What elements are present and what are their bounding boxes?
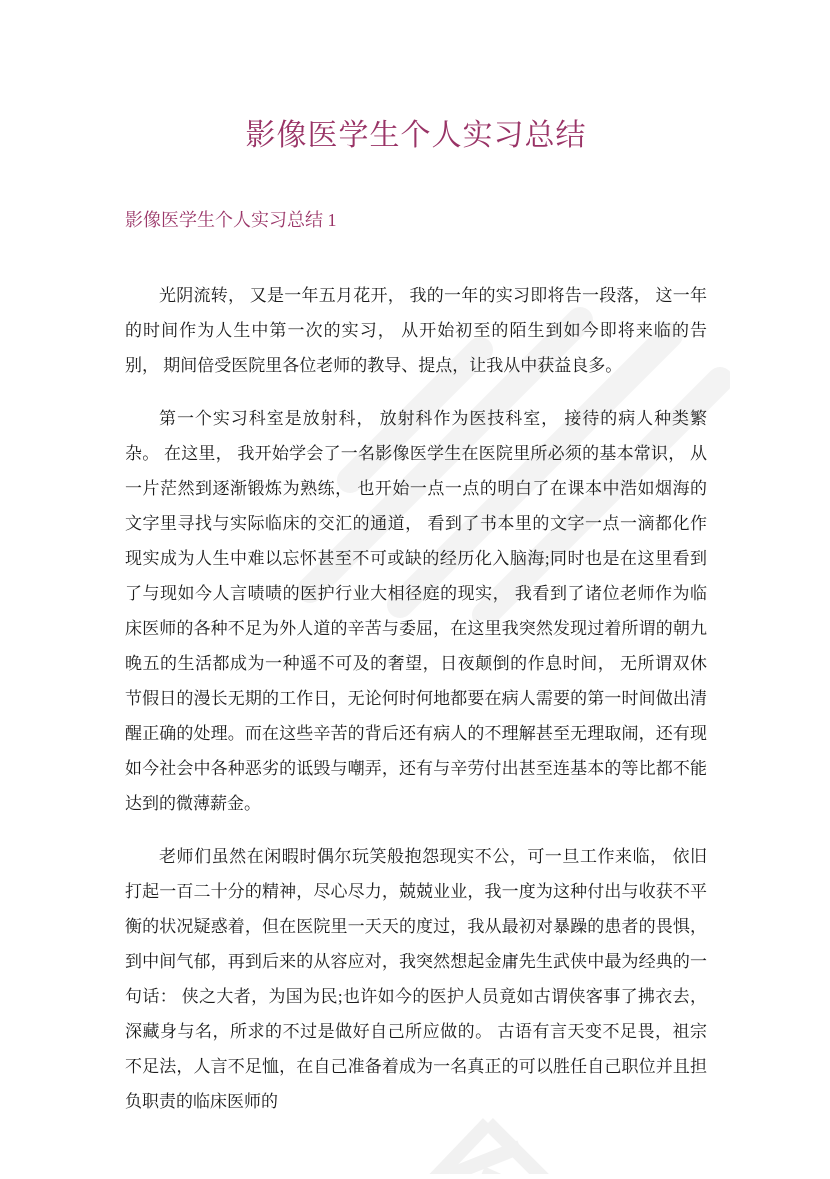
paragraph-3: 老师们虽然在闲暇时偶尔玩笑般抱怨现实不公，可一旦工作来临， 依旧打起一百二十分的精神，尽心尽力，兢兢业业，我一度为这种付出与收获不平衡的状况疑惑着，但在医院里一天天的度过，我从最初对暴躁的患者的畏惧，到中间气郁，再到后来的从容应对，我突然想起金庸先生武侠中最为经典的一句话： 侠之大者，为国为民;也许如今的医护人员竟如古谓侠客事了拂衣去，深藏身与名，所求的不过是做好自己所应做的。 古语有言天变不足畏，祖宗不足法，人言不足恤，在自己准备着成为一名真正的可以胜任自己职位并且担负职责的临床医师的 bbox=[125, 847, 707, 1111]
paragraph-1: 光阴流转， 又是一年五月花开， 我的一年的实习即将告一段落， 这一年的时间作为人生中第一次的实习， 从开始初至的陌生到如今即将来临的告别， 期间倍受医院里各位老师的教导、提点，让我从中获益良多。 bbox=[125, 286, 707, 375]
section-heading: 影像医学生个人实习总结 1 bbox=[125, 210, 337, 230]
document-body bbox=[125, 278, 707, 1119]
page-title: 影像医学生个人实习总结 bbox=[245, 119, 587, 152]
paragraph-2: 第一个实习科室是放射科， 放射科作为医技科室， 接待的病人种类繁杂。 在这里， 我开始学会了一名影像医学生在医院里所必须的基本常识， 从一片茫然到逐渐锻炼为熟练， 也开始一点一点的明白了在课本中浩如烟海的文字里寻找与实际临床的交汇的通道， 看到了书本里的文字一点一滴都化作现实成为人生中难以忘怀甚至不可或缺的经历化入脑海;同时也是在这里看到了与现如今人言啧啧的医护行业大相径庭的现实， 我看到了诸位老师作为临床医师的各种不足为外人道的辛苦与委屈，在这里我突然发现过着所谓的朝九晚五的生活都成为一种遥不可及的奢望，日夜颠倒的作息时间， 无所谓双休节假日的漫长无期的工作日，无论何时何地都要在病人需要的第一时间做出清醒正确的处理。而在这些辛苦的背后还有病人的不理解甚至无理取闹，还有现如今社会中各种恶劣的诋毁与嘲弄，还有与辛劳付出甚至连基本的等比都不能达到的微薄薪金。 bbox=[125, 409, 707, 813]
